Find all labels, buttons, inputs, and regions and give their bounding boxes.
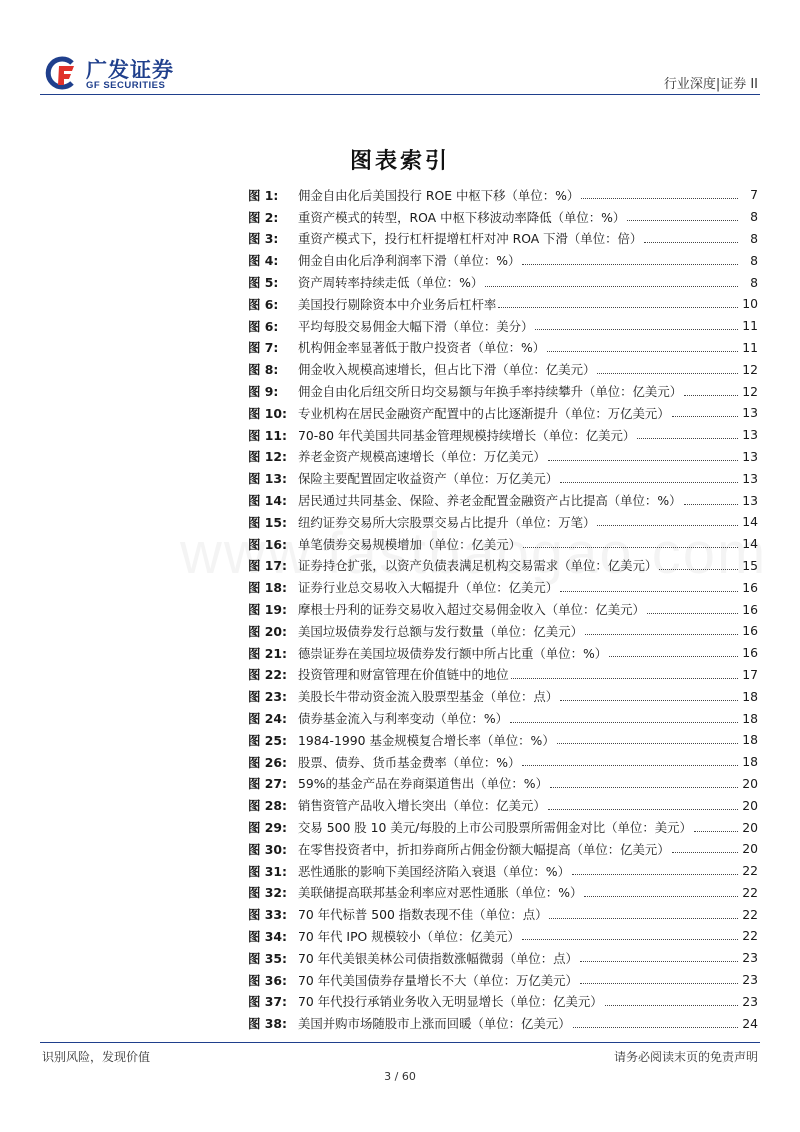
toc-page-number: 23 <box>742 993 758 1009</box>
toc-figure-label: 图 5: <box>248 275 279 291</box>
toc-page-number: 15 <box>742 557 758 573</box>
toc-entry[interactable] <box>248 489 758 511</box>
toc-figure-title: 单笔债券交易规模增加（单位：亿美元） <box>298 536 522 552</box>
toc-page-number: 18 <box>742 754 758 770</box>
toc-figure-title: 恶性通胀的影响下美国经济陷入衰退（单位：%） <box>298 863 570 879</box>
logo-english-name: GF SECURITIES <box>86 80 166 91</box>
toc-figure-title: 债券基金流入与利率变动（单位：%） <box>298 711 509 727</box>
toc-dot-leader <box>485 286 738 287</box>
toc-page-number: 12 <box>742 383 758 399</box>
toc-figure-label: 图 36: <box>248 972 287 988</box>
toc-figure-title: 美联储提高联邦基金利率应对恶性通胀（单位：%） <box>298 885 583 901</box>
page-header <box>0 0 800 100</box>
toc-entry[interactable] <box>248 271 758 293</box>
toc-figure-label: 图 38: <box>248 1016 287 1032</box>
toc-figure-title: 养老金资产规模高速增长（单位：万亿美元） <box>298 449 546 465</box>
toc-entry[interactable] <box>248 729 758 751</box>
figure-index-list <box>248 184 758 1034</box>
toc-entry[interactable] <box>248 882 758 904</box>
toc-page-number: 18 <box>742 732 758 748</box>
toc-entry[interactable] <box>248 402 758 424</box>
toc-dot-leader <box>637 438 738 439</box>
toc-figure-title: 美国垃圾债券发行总额与发行数量（单位：亿美元） <box>298 623 583 639</box>
toc-entry[interactable] <box>248 337 758 359</box>
toc-page-number: 11 <box>742 339 758 355</box>
toc-dot-leader <box>498 307 738 308</box>
toc-figure-label: 图 1: <box>248 187 279 203</box>
toc-figure-label: 图 16: <box>248 536 287 552</box>
toc-figure-title: 佣金收入规模高速增长，但占比下滑（单位：亿美元） <box>298 362 596 378</box>
toc-figure-title: 居民通过共同基金、保险、养老金配置金融资产占比提高（单位：%） <box>298 493 682 509</box>
toc-entry[interactable] <box>248 511 758 533</box>
toc-page-number: 16 <box>742 601 758 617</box>
toc-page-number: 8 <box>750 209 758 225</box>
toc-entry[interactable] <box>248 533 758 555</box>
toc-dot-leader <box>549 918 738 919</box>
toc-entry[interactable] <box>248 467 758 489</box>
toc-dot-leader <box>597 525 738 526</box>
toc-figure-label: 图 11: <box>248 427 287 443</box>
toc-figure-title: 重资产模式的转型，ROA 中枢下移波动率降低（单位：%） <box>298 209 626 225</box>
toc-figure-label: 图 6: <box>248 318 279 334</box>
toc-dot-leader <box>510 722 738 723</box>
toc-figure-title: 美国投行剔除资本中介业务后杠杆率 <box>298 296 497 312</box>
toc-entry[interactable] <box>248 838 758 860</box>
toc-entry[interactable] <box>248 380 758 402</box>
toc-figure-label: 图 26: <box>248 754 287 770</box>
toc-figure-label: 图 14: <box>248 493 287 509</box>
toc-dot-leader <box>522 939 738 940</box>
toc-entry[interactable] <box>248 184 758 206</box>
toc-figure-title: 德崇证券在美国垃圾债券发行额中所占比重（单位：%） <box>298 645 608 661</box>
toc-figure-label: 图 19: <box>248 602 287 618</box>
toc-figure-label: 图 2: <box>248 209 279 225</box>
toc-figure-title: 摩根士丹利的证券交易收入超过交易佣金收入（单位：亿美元） <box>298 602 645 618</box>
toc-entry[interactable] <box>248 358 758 380</box>
toc-dot-leader <box>511 678 738 679</box>
toc-dot-leader <box>572 874 738 875</box>
toc-page-number: 22 <box>742 906 758 922</box>
toc-dot-leader <box>684 395 738 396</box>
toc-entry[interactable] <box>248 903 758 925</box>
toc-dot-leader <box>659 569 738 570</box>
toc-figure-title: 纽约证券交易所大宗股票交易占比提升（单位：万笔） <box>298 514 596 530</box>
toc-entry[interactable] <box>248 228 758 250</box>
toc-figure-label: 图 9: <box>248 384 279 400</box>
toc-figure-label: 图 27: <box>248 776 287 792</box>
toc-figure-label: 图 37: <box>248 994 287 1010</box>
toc-page-number: 14 <box>742 536 758 552</box>
toc-page-number: 17 <box>742 666 758 682</box>
toc-figure-label: 图 23: <box>248 689 287 705</box>
toc-figure-title: 股票、债券、货币基金费率（单位：%） <box>298 754 521 770</box>
toc-page-number: 7 <box>750 187 758 203</box>
toc-page-number: 22 <box>742 928 758 944</box>
toc-figure-title: 70-80 年代美国共同基金管理规模持续增长（单位：亿美元） <box>298 427 636 443</box>
toc-page-number: 8 <box>750 252 758 268</box>
toc-figure-title: 美股长牛带动资金流入股票型基金（单位：点） <box>298 689 559 705</box>
toc-entry[interactable] <box>248 576 758 598</box>
toc-entry[interactable] <box>248 947 758 969</box>
toc-figure-label: 图 15: <box>248 514 287 530</box>
toc-page-number: 20 <box>742 841 758 857</box>
toc-dot-leader <box>684 504 739 505</box>
toc-entry[interactable] <box>248 642 758 664</box>
toc-dot-leader <box>672 852 738 853</box>
toc-dot-leader <box>548 460 738 461</box>
toc-entry[interactable] <box>248 685 758 707</box>
toc-page-number: 13 <box>742 405 758 421</box>
toc-figure-title: 证券行业总交易收入大幅提升（单位：亿美元） <box>298 580 559 596</box>
toc-figure-title: 交易 500 股 10 美元/每股的上市公司股票所需佣金对比（单位：美元） <box>298 820 692 835</box>
toc-page-number: 16 <box>742 645 758 661</box>
toc-figure-title: 70 年代 IPO 规模较小（单位：亿美元） <box>298 928 520 944</box>
toc-figure-label: 图 32: <box>248 885 287 901</box>
toc-figure-label: 图 8: <box>248 362 279 378</box>
toc-entry[interactable] <box>248 969 758 991</box>
toc-entry[interactable] <box>248 925 758 947</box>
toc-page-number: 13 <box>742 427 758 443</box>
toc-figure-label: 图 10: <box>248 405 287 421</box>
toc-figure-label: 图 20: <box>248 623 287 639</box>
toc-page-number: 18 <box>742 688 758 704</box>
toc-dot-leader <box>547 351 738 352</box>
toc-figure-title: 机构佣金率显著低于散户投资者（单位：%） <box>298 340 546 356</box>
toc-figure-label: 图 30: <box>248 841 287 857</box>
toc-entry[interactable] <box>248 990 758 1012</box>
toc-entry[interactable] <box>248 249 758 271</box>
toc-dot-leader <box>522 264 738 265</box>
toc-dot-leader <box>605 1005 738 1006</box>
toc-figure-label: 图 31: <box>248 863 287 879</box>
toc-entry[interactable] <box>248 1012 758 1034</box>
toc-figure-label: 图 34: <box>248 928 287 944</box>
toc-entry[interactable] <box>248 598 758 620</box>
report-category: 行业深度|证券 II <box>663 77 758 92</box>
toc-entry[interactable] <box>248 816 758 838</box>
footer-slogan: 识别风险，发现价值 <box>42 1050 151 1064</box>
toc-entry[interactable] <box>248 446 758 468</box>
page-number: 3 / 60 <box>384 1070 416 1083</box>
toc-page-number: 22 <box>742 884 758 900</box>
toc-figure-title: 保险主要配置固定收益资产（单位：万亿美元） <box>298 471 559 487</box>
toc-page-number: 20 <box>742 797 758 813</box>
toc-figure-title: 投资管理和财富管理在价值链中的地位 <box>298 667 509 683</box>
toc-figure-title: 70 年代投行承销业务收入无明显增长（单位：亿美元） <box>298 994 603 1010</box>
toc-dot-leader <box>560 700 738 701</box>
toc-entry[interactable] <box>248 751 758 773</box>
toc-page-number: 16 <box>742 579 758 595</box>
toc-page-number: 23 <box>742 972 758 988</box>
toc-dot-leader <box>584 896 738 897</box>
toc-entry[interactable] <box>248 555 758 577</box>
toc-figure-title: 70 年代美银美林公司债指数涨幅微弱（单位：点） <box>298 950 578 966</box>
toc-figure-label: 图 3: <box>248 231 279 247</box>
toc-dot-leader <box>609 656 738 657</box>
toc-figure-label: 图 7: <box>248 340 279 356</box>
toc-figure-label: 图 33: <box>248 907 287 923</box>
toc-page-number: 13 <box>742 448 758 464</box>
toc-page-number: 8 <box>750 230 758 246</box>
footer-divider <box>40 1042 760 1043</box>
toc-figure-label: 图 25: <box>248 732 287 748</box>
toc-figure-title: 70 年代美国债券存量增长不大（单位：万亿美元） <box>298 972 578 988</box>
toc-figure-label: 图 28: <box>248 798 287 814</box>
toc-dot-leader <box>580 961 738 962</box>
toc-entry[interactable] <box>248 424 758 446</box>
toc-dot-leader <box>627 220 738 221</box>
toc-figure-title: 平均每股交易佣金大幅下滑（单位：美分） <box>298 318 534 334</box>
toc-figure-title: 59%的基金产品在券商渠道售出（单位：%） <box>298 776 548 792</box>
toc-page-number: 13 <box>742 492 758 508</box>
toc-entry[interactable] <box>248 206 758 228</box>
toc-page-number: 20 <box>742 819 758 835</box>
toc-dot-leader <box>694 831 738 832</box>
toc-dot-leader <box>585 634 738 635</box>
toc-figure-title: 佣金自由化后美国投行 ROE 中枢下移（单位：%） <box>298 187 580 203</box>
toc-figure-label: 图 29: <box>248 820 287 835</box>
toc-figure-title: 1984-1990 基金规模复合增长率（单位：%） <box>298 732 555 748</box>
toc-dot-leader <box>647 613 738 614</box>
toc-dot-leader <box>580 983 738 984</box>
toc-figure-title: 70 年代标普 500 指数表现不佳（单位：点） <box>298 907 548 923</box>
toc-dot-leader <box>644 242 738 243</box>
toc-page-number: 11 <box>742 318 758 334</box>
toc-figure-title: 证券持仓扩张，以资产负债表满足机构交易需求（单位：亿美元） <box>298 558 658 574</box>
toc-dot-leader <box>560 591 738 592</box>
toc-figure-label: 图 4: <box>248 253 279 269</box>
toc-page-number: 24 <box>742 1015 758 1031</box>
toc-figure-title: 佣金自由化后净利润率下滑（单位：%） <box>298 253 521 269</box>
toc-dot-leader <box>535 329 738 330</box>
toc-figure-title: 在零售投资者中，折扣券商所占佣金份额大幅提高（单位：亿美元） <box>298 841 670 857</box>
toc-dot-leader <box>581 198 738 199</box>
toc-figure-title: 销售资管产品收入增长突出（单位：亿美元） <box>298 798 546 814</box>
toc-figure-title: 美国并购市场随股市上涨而回暖（单位：亿美元） <box>298 1016 571 1032</box>
toc-figure-title: 重资产模式下，投行杠杆提增杠杆对冲 ROA 下滑（单位：倍） <box>298 231 643 247</box>
page-title: 图表索引 <box>349 148 450 174</box>
toc-figure-label: 图 24: <box>248 711 287 727</box>
toc-figure-label: 图 18: <box>248 580 287 596</box>
toc-dot-leader <box>672 416 738 417</box>
toc-page-number: 13 <box>742 470 758 486</box>
toc-entry[interactable] <box>248 794 758 816</box>
toc-figure-label: 图 22: <box>248 667 287 683</box>
toc-page-number: 8 <box>750 274 758 290</box>
toc-page-number: 14 <box>742 514 758 530</box>
toc-entry[interactable] <box>248 707 758 729</box>
toc-entry[interactable] <box>248 293 758 315</box>
gf-logo-icon <box>42 55 78 91</box>
toc-dot-leader <box>523 547 738 548</box>
toc-entry[interactable] <box>248 315 758 337</box>
toc-figure-label: 图 12: <box>248 449 287 465</box>
toc-page-number: 23 <box>742 950 758 966</box>
toc-page-number: 20 <box>742 775 758 791</box>
toc-entry[interactable] <box>248 620 758 642</box>
toc-page-number: 12 <box>742 361 758 377</box>
toc-figure-title: 资产周转率持续走低（单位：%） <box>298 275 484 291</box>
toc-dot-leader <box>597 373 738 374</box>
toc-figure-title: 专业机构在居民金融资产配置中的占比逐渐提升（单位：万亿美元） <box>298 405 670 421</box>
toc-page-number: 18 <box>742 710 758 726</box>
toc-page-number: 10 <box>742 296 758 312</box>
toc-entry[interactable] <box>248 773 758 795</box>
toc-figure-label: 图 21: <box>248 645 287 661</box>
toc-dot-leader <box>573 1027 738 1028</box>
toc-dot-leader <box>550 787 738 788</box>
toc-figure-label: 图 17: <box>248 558 287 574</box>
footer-disclaimer: 请务必阅读末页的免责声明 <box>613 1050 758 1064</box>
toc-dot-leader <box>557 743 738 744</box>
toc-figure-label: 图 35: <box>248 950 287 966</box>
toc-figure-title: 佣金自由化后纽交所日均交易额与年换手率持续攀升（单位：亿美元） <box>298 384 683 400</box>
logo-chinese-name: 广发证券 <box>86 58 174 82</box>
toc-dot-leader <box>560 482 738 483</box>
toc-figure-label: 图 13: <box>248 471 287 487</box>
toc-page-number: 16 <box>742 623 758 639</box>
header-divider <box>40 94 760 95</box>
toc-page-number: 22 <box>742 863 758 879</box>
toc-dot-leader <box>548 809 738 810</box>
toc-figure-label: 图 6: <box>248 296 279 312</box>
toc-dot-leader <box>522 765 738 766</box>
toc-entry[interactable] <box>248 860 758 882</box>
toc-entry[interactable] <box>248 664 758 686</box>
